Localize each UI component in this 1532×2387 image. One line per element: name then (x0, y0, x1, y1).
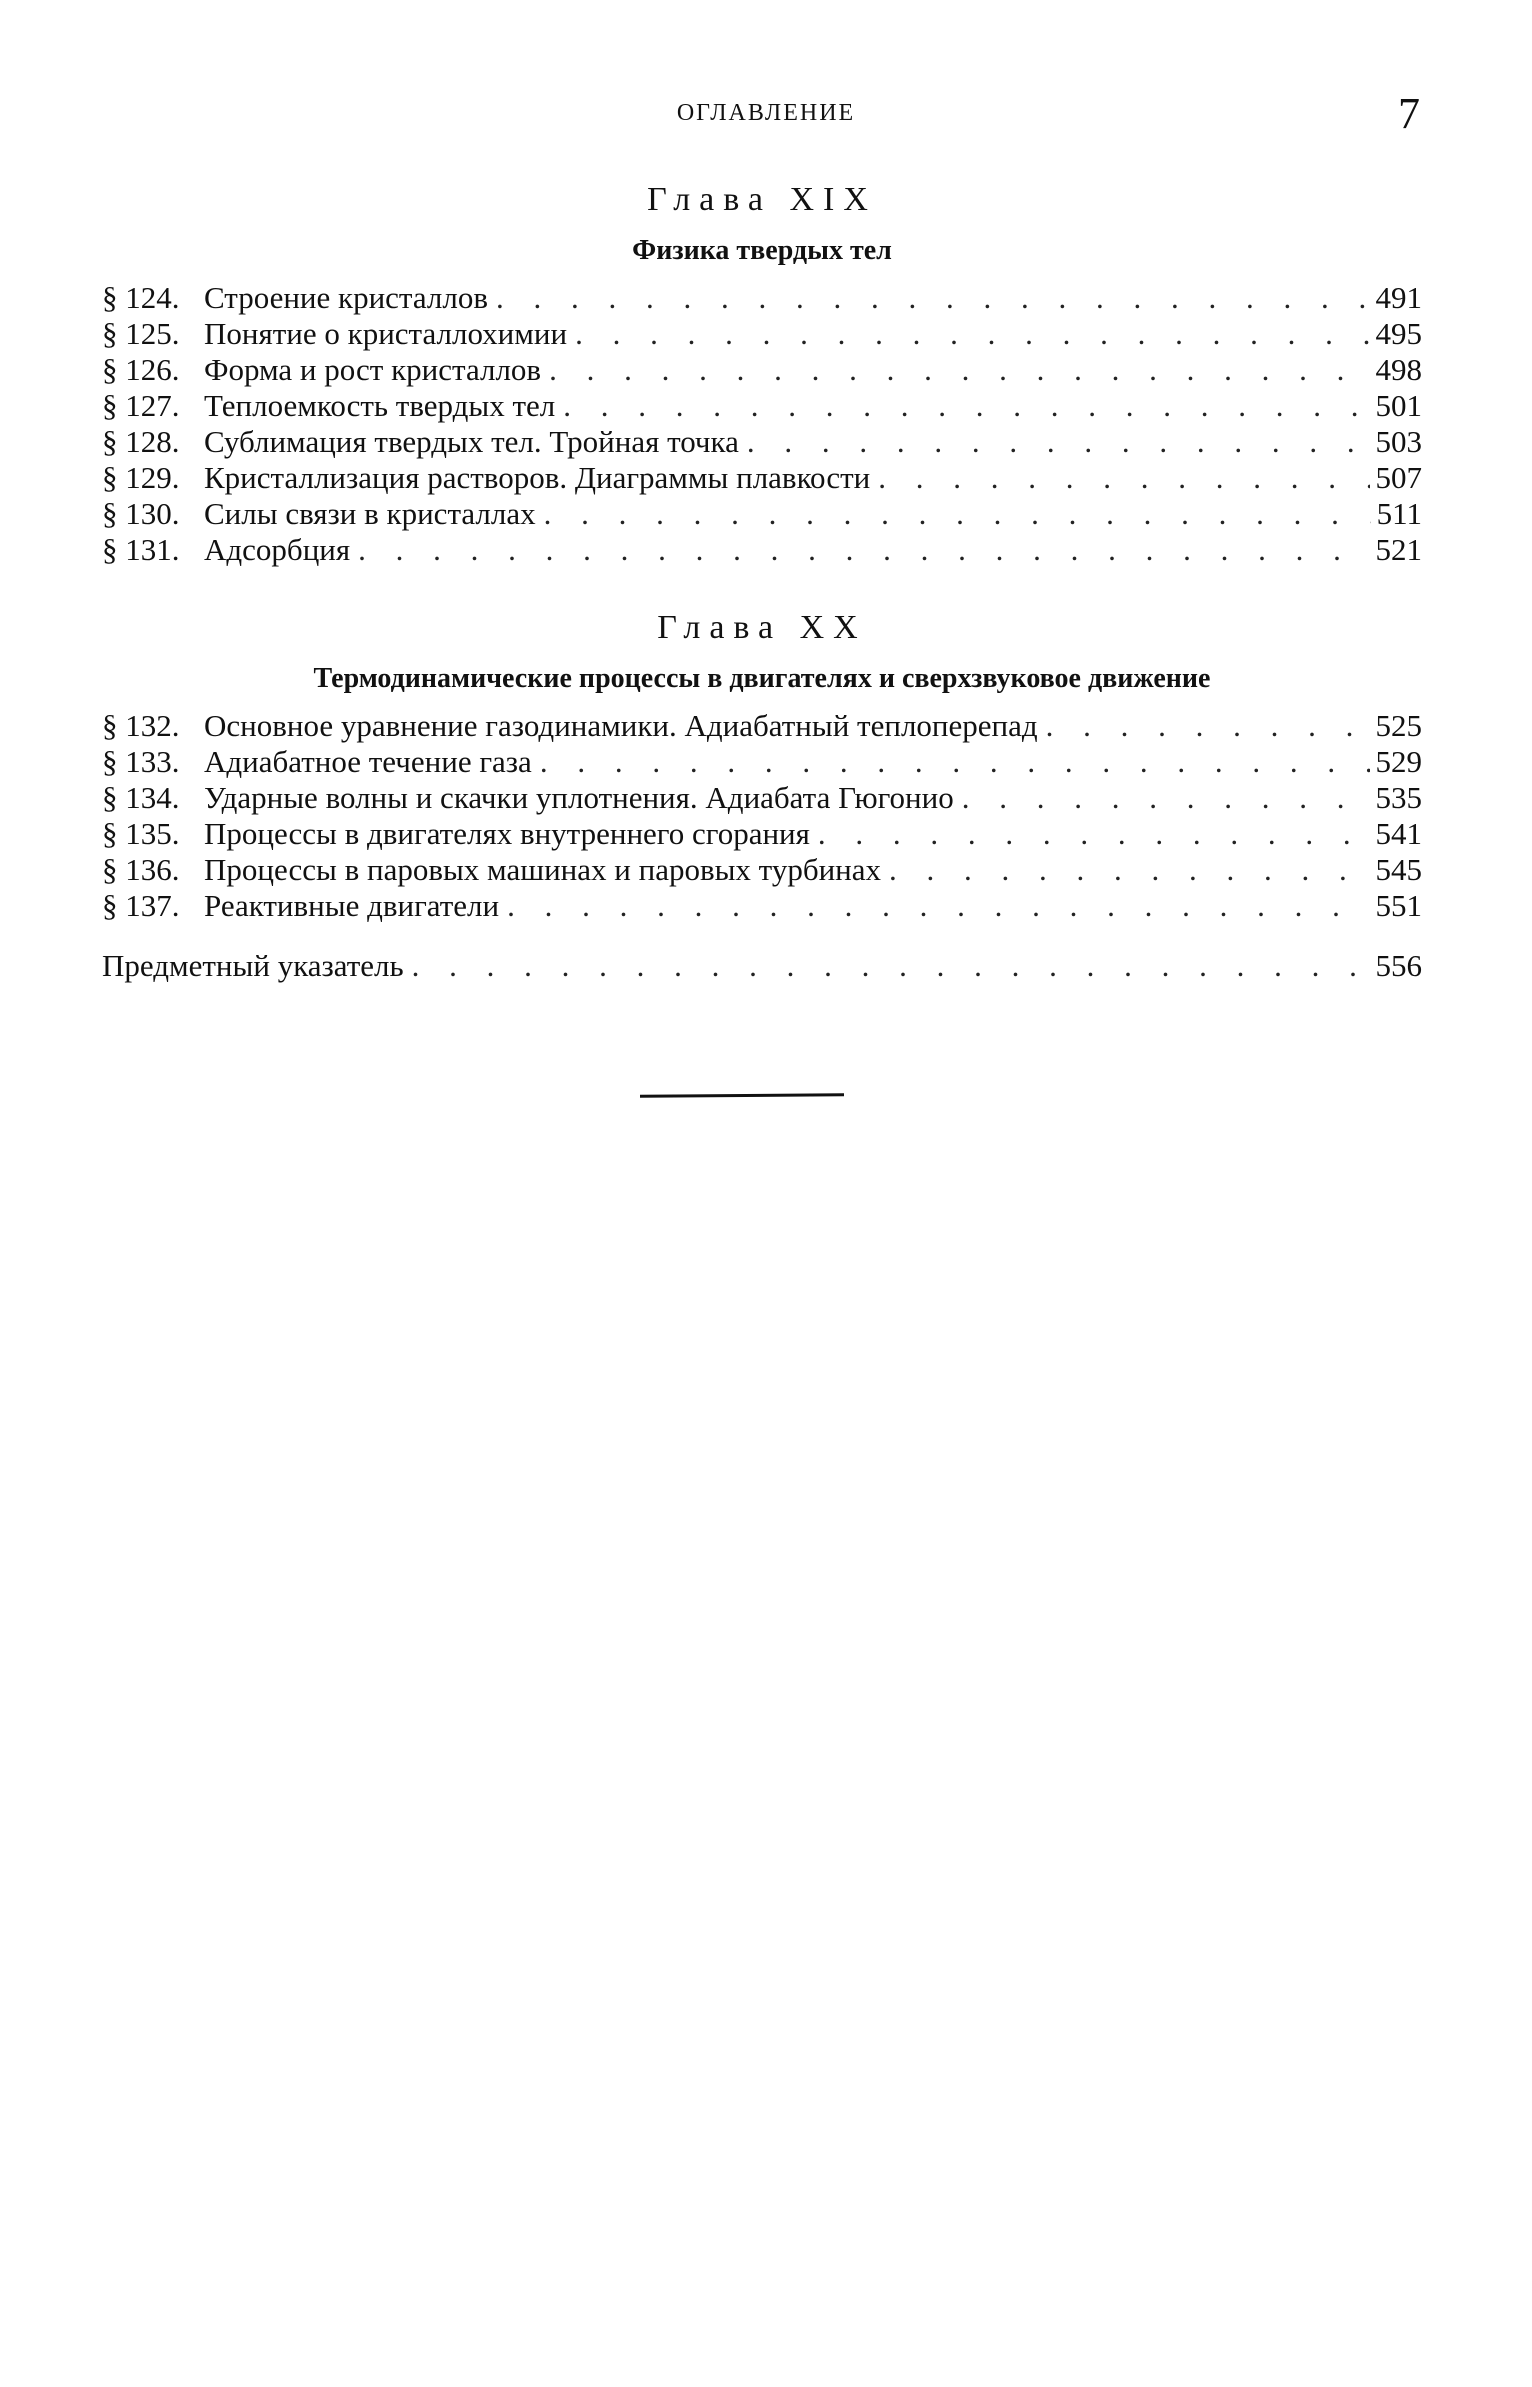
section-title: Адиабатное течение газа (204, 744, 532, 779)
toc-entry[interactable] (102, 388, 1422, 424)
chapter-label: Глава XX (657, 609, 867, 646)
page-ref: 529 (1375, 744, 1422, 779)
toc-entry[interactable] (102, 852, 1422, 888)
page-ref: 503 (1375, 424, 1422, 459)
dot-leader (549, 352, 1369, 388)
section-title: Форма и рост кристаллов (204, 352, 542, 387)
section-number: § 131. (102, 532, 180, 567)
toc-entry[interactable] (102, 780, 1422, 816)
toc-entry-index[interactable] (102, 948, 1422, 984)
section-title: Реактивные двигатели (204, 888, 500, 923)
section-number: § 136. (102, 852, 180, 887)
dot-leader (747, 424, 1370, 460)
section-number: § 132. (102, 708, 180, 743)
chapter-xx (102, 608, 1422, 924)
dot-leader (962, 780, 1370, 816)
section-number: § 128. (102, 424, 180, 459)
section-number: § 124. (102, 280, 180, 315)
toc-entry[interactable] (102, 280, 1422, 316)
section-title: Кристаллизация растворов. Диаграммы плавкости (204, 460, 871, 495)
toc-entry[interactable] (102, 708, 1422, 744)
chapter-title: Физика твердых тел (632, 235, 892, 266)
dot-leader (889, 852, 1369, 888)
section-number: § 126. (102, 352, 180, 387)
chapter-xix (102, 180, 1422, 568)
page-ref: 498 (1375, 352, 1422, 387)
dot-leader (575, 316, 1369, 352)
section-number: § 134. (102, 780, 180, 815)
dot-leader (496, 280, 1370, 316)
toc-entry[interactable] (102, 816, 1422, 852)
page-ref: 491 (1375, 280, 1422, 315)
dot-leader (412, 948, 1370, 984)
section-number: § 130. (102, 496, 180, 531)
section-number: § 125. (102, 316, 180, 351)
page-ref: 501 (1375, 388, 1422, 423)
running-head: ОГЛАВЛЕНИЕ (676, 100, 856, 126)
toc-entry[interactable] (102, 424, 1422, 460)
toc-entry[interactable] (102, 460, 1422, 496)
page-ref: 545 (1375, 852, 1422, 887)
page-ref: 551 (1375, 888, 1422, 923)
section-title: Процессы в паровых машинах и паровых турбинах (204, 852, 882, 887)
section-title: Ударные волны и скачки уплотнения. Адиабата Гюгонио (204, 780, 954, 815)
dot-leader (507, 888, 1369, 924)
section-title: Сублимация твердых тел. Тройная точка (204, 424, 739, 459)
page-ref: 507 (1375, 460, 1422, 495)
toc-entry[interactable] (102, 888, 1422, 924)
section-title: Строение кристаллов (204, 280, 488, 315)
section-title: Силы связи в кристаллах (204, 496, 536, 531)
index-title: Предметный указатель (102, 948, 404, 983)
section-number: § 135. (102, 816, 180, 851)
toc-entry[interactable] (102, 496, 1422, 532)
page-number: 7 (1398, 89, 1420, 138)
toc-entry[interactable] (102, 532, 1422, 568)
page-ref: 495 (1375, 316, 1422, 351)
toc-entry[interactable] (102, 744, 1422, 780)
section-title: Основное уравнение газодинамики. Адиабатный теплоперепад (204, 708, 1038, 743)
dot-leader (544, 496, 1371, 532)
toc-entry[interactable] (102, 316, 1422, 352)
section-number: § 127. (102, 388, 180, 423)
page-ref: 556 (1375, 948, 1422, 983)
section-number: § 133. (102, 744, 180, 779)
subject-index (102, 948, 1422, 984)
toc-list (102, 280, 1422, 568)
dot-leader (1046, 708, 1370, 744)
section-title: Процессы в двигателях внутреннего сгорания (204, 816, 810, 851)
dot-leader (818, 816, 1370, 852)
chapter-title: Термодинамические процессы в двигателях и сверхзвуковое движение (313, 663, 1211, 694)
dot-leader (358, 532, 1369, 568)
section-number: § 129. (102, 460, 180, 495)
page-ref: 521 (1375, 532, 1422, 567)
end-rule (640, 1093, 844, 1097)
section-number: § 137. (102, 888, 180, 923)
page-ref: 541 (1375, 816, 1422, 851)
dot-leader (878, 460, 1369, 496)
dot-leader (540, 744, 1370, 780)
section-title: Понятие о кристаллохимии (204, 316, 568, 351)
page-ref: 525 (1375, 708, 1422, 743)
section-title: Адсорбция (204, 532, 351, 567)
chapter-label: Глава XIX (647, 181, 877, 218)
page-ref: 535 (1375, 780, 1422, 815)
dot-leader (563, 388, 1369, 424)
page-ref: 511 (1376, 496, 1422, 531)
section-title: Теплоемкость твердых тел (204, 388, 556, 423)
toc-list (102, 708, 1422, 924)
toc-entry[interactable] (102, 352, 1422, 388)
